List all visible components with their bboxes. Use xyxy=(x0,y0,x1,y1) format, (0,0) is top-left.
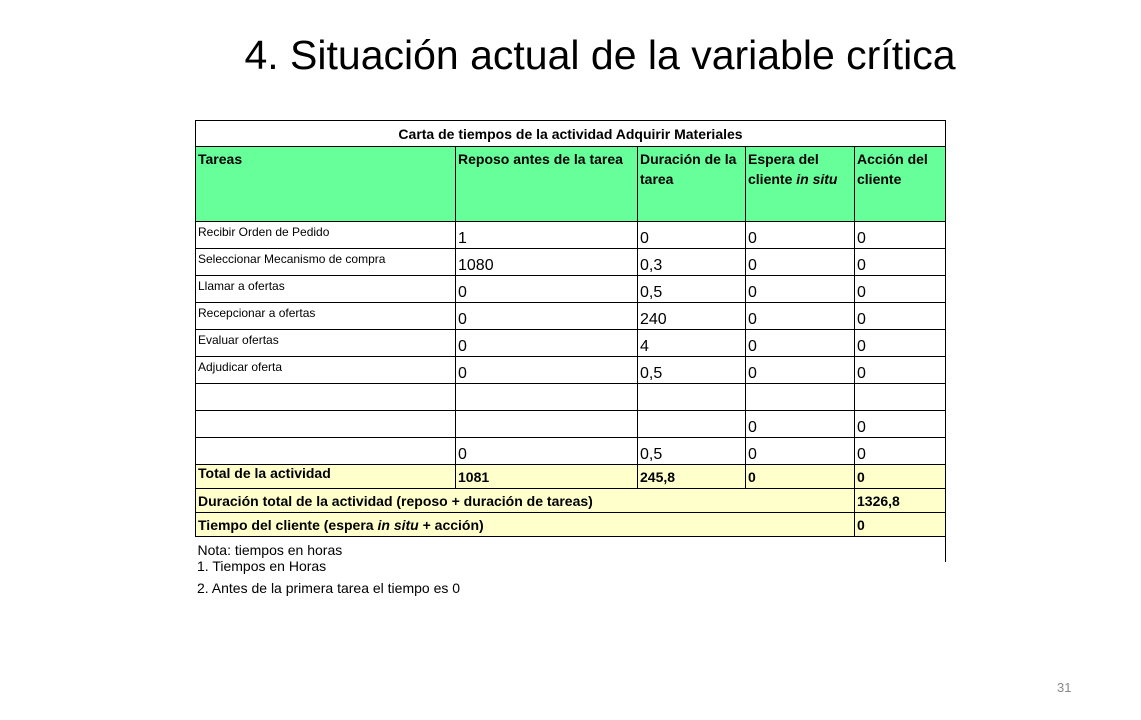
header-duracion: Duración de la tarea xyxy=(638,147,746,222)
table-row xyxy=(196,384,946,411)
slide-title: 4. Situación actual de la variable crítica xyxy=(244,32,956,78)
header-espera-italic: in situ xyxy=(796,171,838,187)
total-duracion: 245,8 xyxy=(638,465,746,489)
footnote-1: 1. Tiempos en Horas xyxy=(197,558,327,574)
cell-accion: 0 xyxy=(855,330,946,357)
cell-espera: 0 xyxy=(746,303,855,330)
cell-reposo xyxy=(456,384,638,411)
table-caption: Carta de tiempos de la actividad Adquirir Materiales xyxy=(196,121,946,147)
task-name: Adjudicar oferta xyxy=(196,357,456,384)
duration-total-row xyxy=(196,489,946,513)
client-time-label-italic: in situ xyxy=(377,516,419,533)
cell-reposo: 1 xyxy=(456,222,638,249)
table-row xyxy=(196,357,946,384)
cell-duracion: 0,3 xyxy=(638,249,746,276)
cell-accion: 0 xyxy=(855,357,946,384)
page-number: 31 xyxy=(1057,680,1072,695)
table-note: Nota: tiempos en horas xyxy=(196,537,946,563)
cell-reposo: 0 xyxy=(456,303,638,330)
cell-reposo: 0 xyxy=(456,438,638,465)
cell-accion: 0 xyxy=(855,249,946,276)
cell-espera: 0 xyxy=(746,438,855,465)
total-row xyxy=(196,465,946,489)
table-row xyxy=(196,249,946,276)
task-name xyxy=(196,384,456,411)
cell-accion: 0 xyxy=(855,303,946,330)
duration-total-value: 1326,8 xyxy=(855,489,946,513)
cell-reposo: 0 xyxy=(456,357,638,384)
client-time-value: 0 xyxy=(855,513,946,537)
header-accion: Acción del cliente xyxy=(855,147,946,222)
cell-duracion: 0,5 xyxy=(638,357,746,384)
client-time-label xyxy=(196,513,855,537)
header-espera-text: Espera del cliente xyxy=(748,151,819,187)
table-row xyxy=(196,438,946,465)
cell-espera xyxy=(746,384,855,411)
cell-reposo: 0 xyxy=(456,330,638,357)
cell-reposo: 0 xyxy=(456,276,638,303)
task-name: Recepcionar a ofertas xyxy=(196,303,456,330)
cell-espera: 0 xyxy=(746,222,855,249)
total-accion: 0 xyxy=(855,465,946,489)
cell-accion: 0 xyxy=(855,411,946,438)
table-row xyxy=(196,276,946,303)
cell-espera: 0 xyxy=(746,411,855,438)
table-row xyxy=(196,411,946,438)
cell-duracion: 0,5 xyxy=(638,276,746,303)
total-label: Total de la actividad xyxy=(196,465,456,489)
table-row xyxy=(196,222,946,249)
header-row xyxy=(196,147,946,222)
cell-duracion xyxy=(638,411,746,438)
cell-espera: 0 xyxy=(746,357,855,384)
cell-duracion: 0 xyxy=(638,222,746,249)
task-name: Evaluar ofertas xyxy=(196,330,456,357)
task-name: Llamar a ofertas xyxy=(196,276,456,303)
header-tareas: Tareas xyxy=(196,147,456,222)
table-row xyxy=(196,330,946,357)
task-name: Recibir Orden de Pedido xyxy=(196,222,456,249)
duration-total-label: Duración total de la actividad (reposo + duración de tareas) xyxy=(196,489,855,513)
client-time-row xyxy=(196,513,946,537)
task-name xyxy=(196,438,456,465)
total-espera: 0 xyxy=(746,465,855,489)
cell-duracion: 4 xyxy=(638,330,746,357)
cell-espera: 0 xyxy=(746,249,855,276)
cell-reposo: 1080 xyxy=(456,249,638,276)
cell-duracion: 0,5 xyxy=(638,438,746,465)
header-espera xyxy=(746,147,855,222)
client-time-label-b: + acción) xyxy=(418,516,484,533)
cell-espera: 0 xyxy=(746,276,855,303)
cell-accion xyxy=(855,384,946,411)
cell-accion: 0 xyxy=(855,276,946,303)
header-reposo: Reposo antes de la tarea xyxy=(456,147,638,222)
cell-duracion: 240 xyxy=(638,303,746,330)
cell-reposo xyxy=(456,411,638,438)
task-name: Seleccionar Mecanismo de compra xyxy=(196,249,456,276)
cell-accion: 0 xyxy=(855,222,946,249)
total-reposo: 1081 xyxy=(456,465,638,489)
task-name xyxy=(196,411,456,438)
cell-duracion xyxy=(638,384,746,411)
client-time-label-a: Tiempo del cliente (espera xyxy=(198,516,378,533)
cell-accion: 0 xyxy=(855,438,946,465)
table-row xyxy=(196,303,946,330)
cell-espera: 0 xyxy=(746,330,855,357)
footnote-2: 2. Antes de la primera tarea el tiempo es 0 xyxy=(197,580,461,596)
time-chart-table xyxy=(195,120,946,562)
